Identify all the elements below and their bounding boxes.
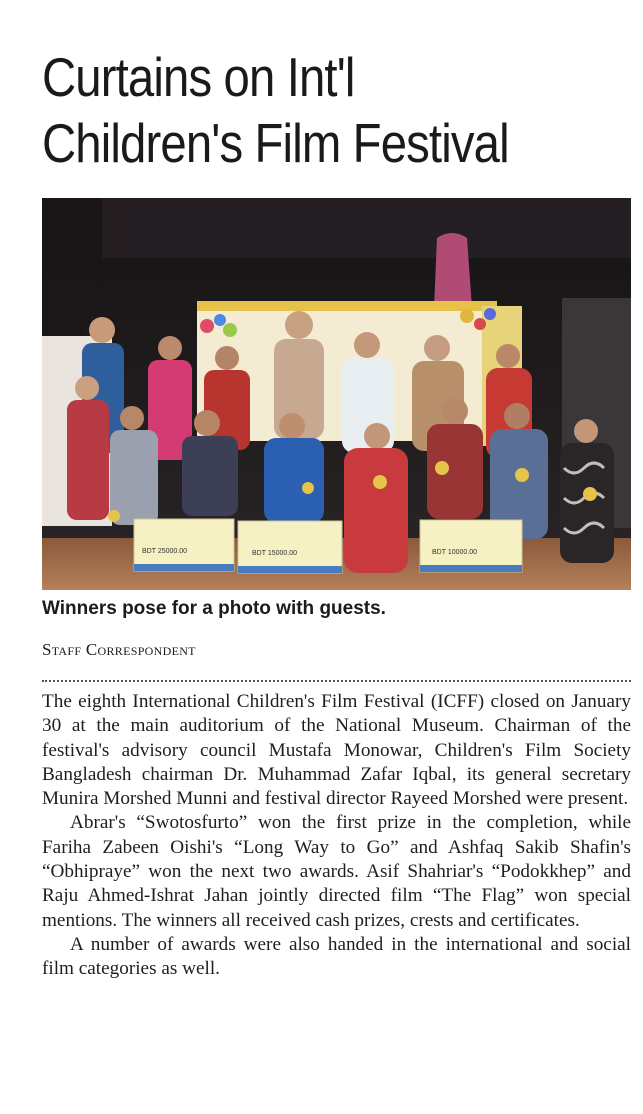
cheque-3-amount: BDT 10000.00 [432,549,478,556]
byline: Staff Correspondent [42,640,196,659]
article-body [42,690,631,982]
headline-line-2: Children's Film Festival [42,112,509,174]
paragraph-1: The eighth International Children's Film Festival (ICFF) closed on January 30 at the main auditorium of the National Museum. Chairman of the festival's advisory council Mustafa Monowar, Children's Film Society Bangladesh chairman Dr. Muhammad Zafar Iqbal, its general secretary Munira Morshed Munni and festival director Rayeed Morshed were present. [42,691,631,810]
paragraph-3: A number of awards were also handed in the international and social film categories as well. [42,933,631,980]
headline [42,44,549,176]
photo-caption: Winners pose for a photo with guests. [42,598,386,619]
cheque-1-amount: BDT 25000.00 [142,548,188,555]
group-photo-illustration [42,198,631,590]
dotted-divider [42,680,631,682]
cheque-boards [134,519,522,573]
cheque-2-amount: BDT 15000.00 [252,550,298,557]
headline-line-1: Curtains on Int'l [42,46,355,108]
group-photo [42,198,631,590]
paragraph-2: Abrar's “Swotosfurto” won the first prize in the completion, while Fariha Zabeen Oishi's “Long Way to Go” and Ashfaq Sakib Shafin's “Obhipraye” won the next two awards. Asif Shahriar's “Podokkhep” and Raju Ahmed-Ishrat Jahan jointly directed film “The Flag” won special mentions. The winners all received cash prizes, crests and certificates. [42,812,631,931]
